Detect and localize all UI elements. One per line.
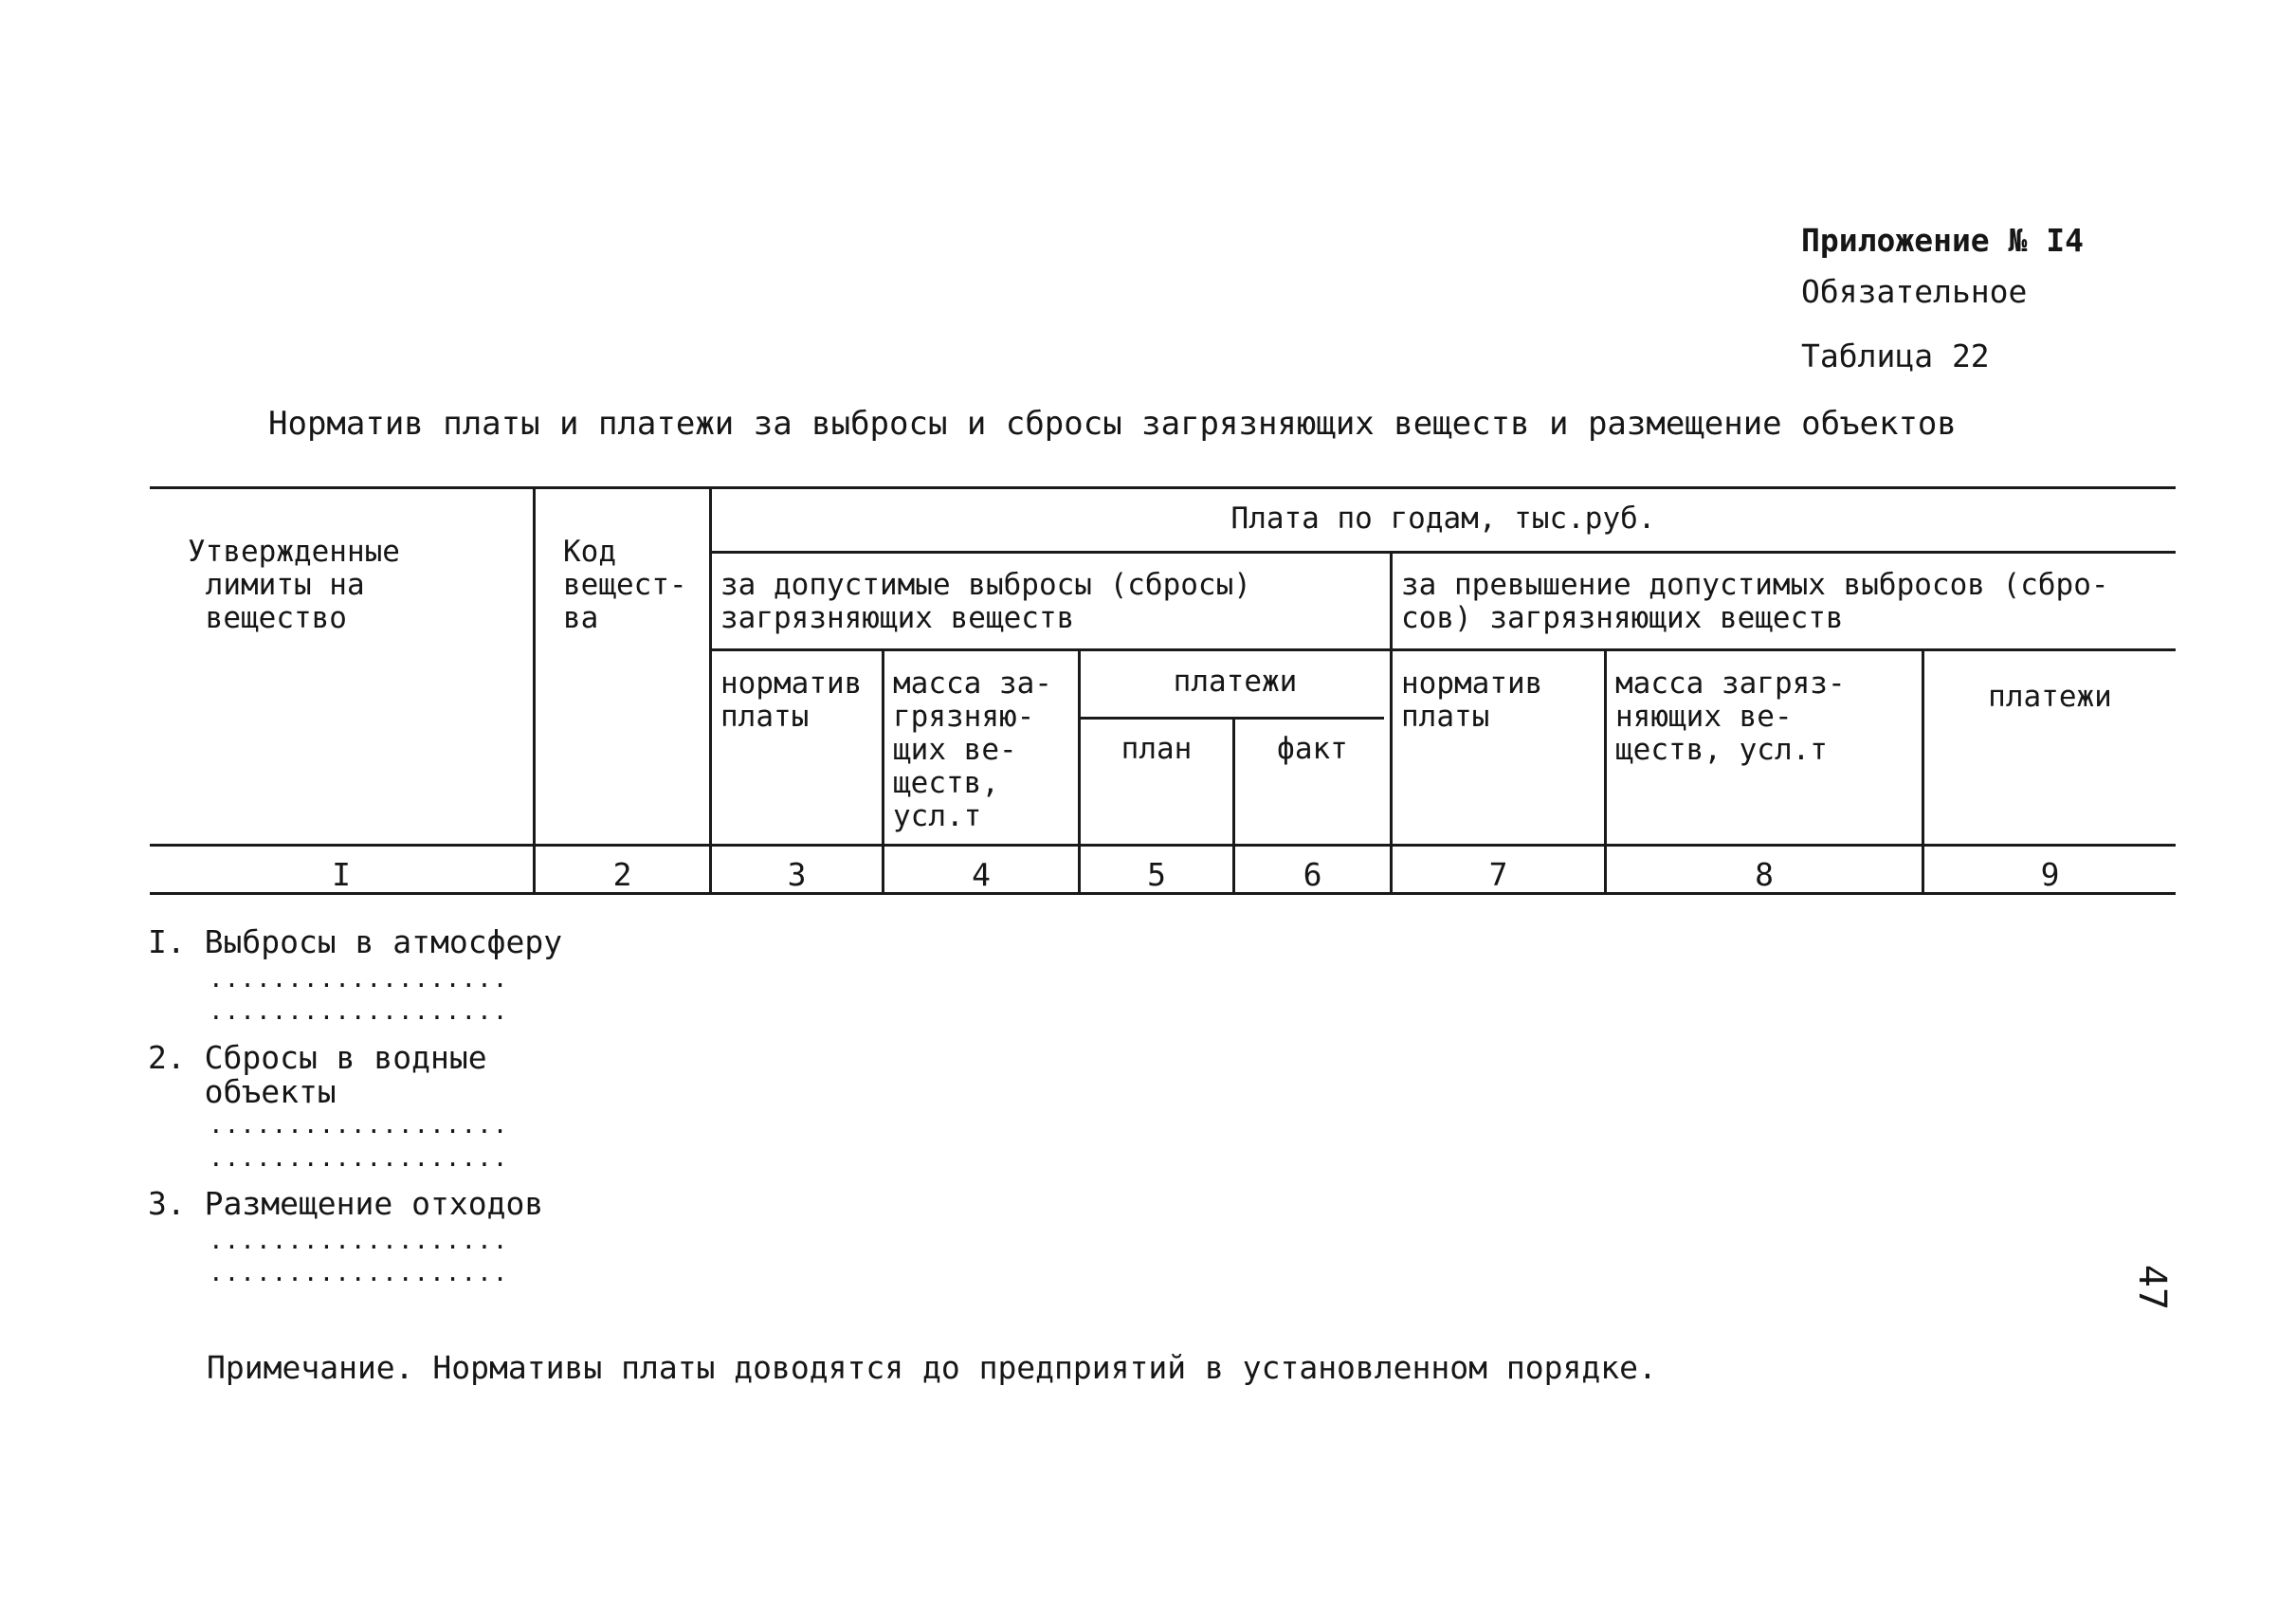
table-label: Таблица 22 bbox=[1801, 337, 1990, 374]
dotted-leader: ................... bbox=[209, 1144, 509, 1173]
table-subgroup-rule bbox=[711, 648, 2176, 651]
dotted-leader: ................... bbox=[209, 965, 509, 994]
section-emissions-atmosphere: I. Выбросы в атмосферу bbox=[148, 923, 563, 960]
column-number: 5 bbox=[1147, 856, 1166, 893]
appendix-number: Приложение № I4 bbox=[1801, 222, 2085, 259]
table-col-divider bbox=[533, 486, 536, 894]
table-caption: Норматив платы и платежи за выбросы и сбросы загрязняющих веществ и размещение объектов bbox=[268, 405, 1957, 443]
dotted-leader: ................... bbox=[209, 997, 509, 1026]
dotted-leader: ................... bbox=[209, 1111, 509, 1140]
appendix-status: Обязательное bbox=[1801, 273, 2028, 310]
table-group-rule bbox=[711, 551, 2176, 554]
column-number: 7 bbox=[1488, 856, 1508, 893]
column-number: 4 bbox=[972, 856, 991, 893]
header-fact: факт bbox=[1277, 732, 1348, 766]
header-norm-allowed: норматив платы bbox=[720, 666, 863, 734]
column-number: 2 bbox=[612, 856, 632, 893]
column-number: 9 bbox=[2040, 856, 2060, 893]
footnote: Примечание. Нормативы платы доводятся до предприятий в установленном порядке. bbox=[207, 1349, 1657, 1386]
header-payment-by-years: Плата по годам, тыс.руб. bbox=[1230, 501, 1656, 536]
header-norm-excess: норматив платы bbox=[1401, 666, 1543, 734]
header-payments-allowed: платежи bbox=[1173, 665, 1298, 699]
table-header-bottom-rule bbox=[150, 844, 2176, 847]
header-mass-allowed: масса за- грязняю- щих ве- ществ, усл.т bbox=[893, 666, 1052, 833]
header-limits: Утвержденные лимиты на вещество bbox=[188, 535, 400, 635]
table-col-divider bbox=[1390, 551, 1393, 894]
header-mass-excess: масса загряз- няющих ве- ществ, усл.т bbox=[1615, 666, 1846, 767]
header-excess-emissions: за превышение допустимых выбросов (сбро- сов) загрязняющих веществ bbox=[1401, 568, 2109, 635]
section-discharges-water: 2. Сбросы в водные объекты bbox=[148, 1039, 487, 1110]
column-number: I bbox=[332, 856, 351, 893]
header-payments-excess: платежи bbox=[1988, 680, 2112, 714]
dotted-leader: ................... bbox=[209, 1259, 509, 1287]
header-allowed-emissions: за допустимые выбросы (сбросы) загрязняющих веществ bbox=[720, 568, 1251, 635]
column-number: 6 bbox=[1303, 856, 1322, 893]
page-number: 47 bbox=[2130, 1264, 2175, 1311]
column-number: 8 bbox=[1755, 856, 1774, 893]
header-plan: план bbox=[1121, 732, 1193, 766]
dotted-leader: ................... bbox=[209, 1227, 509, 1255]
table-col-divider bbox=[709, 486, 712, 894]
section-waste-disposal: 3. Размещение отходов bbox=[148, 1185, 544, 1222]
header-substance-code: Код вещест- ва bbox=[563, 535, 687, 635]
column-number: 3 bbox=[787, 856, 807, 893]
table-top-rule bbox=[150, 486, 2176, 489]
